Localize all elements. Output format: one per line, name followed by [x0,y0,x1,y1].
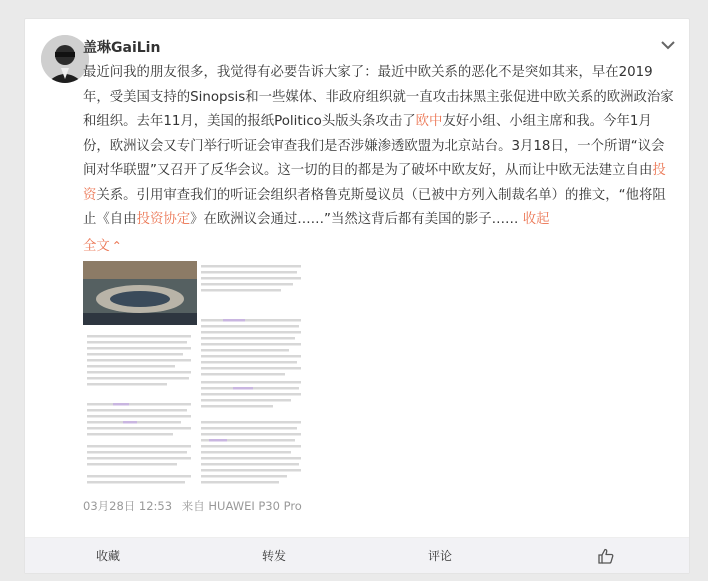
avatar-image [41,35,89,83]
weibo-post-card [24,18,690,574]
thumbs-up-icon [598,548,614,564]
post-text [83,61,677,233]
expand-full-text-link[interactable] [83,234,122,259]
chevron-up-icon: ⌃ [111,239,122,253]
repost-button[interactable] [191,538,357,573]
chevron-down-icon [659,38,677,52]
keyword-link[interactable]: 投资 [83,163,666,203]
comment-button[interactable] [357,538,523,573]
post-image-collage[interactable] [83,261,305,489]
post-text-run: 最近问我的朋友很多，我觉得有必要告诉大家了：最近中欧关系的恶化不是突如其来，早在2019年，受美国支持的Sinopsis和一些媒体、非政府组织就一直攻击抹黑主张促进中欧关系的欧洲政治家和组织。去年11月，美国的报纸Politico头版头条攻击了 [83,65,674,129]
post-text-run: 》在欧洲议会通过……”当然这背后都有美国的影子…… [190,212,519,227]
favorite-label: 收藏 [95,549,120,563]
post-time[interactable]: 03月28日 12:53 [83,499,173,513]
keyword-link[interactable]: 投资协定 [136,212,191,227]
keyword-link[interactable]: 欧中 [415,114,443,129]
avatar[interactable] [41,35,89,83]
post-source: 来自 HUAWEI P30 Pro [181,499,302,513]
post-meta [83,498,308,514]
comment-label: 评论 [427,549,452,563]
author-name[interactable]: 盖琳GaiLin [83,40,161,56]
post-images[interactable] [83,261,305,489]
post-text-run: 友好小组、小组主席和我。今年1月份，欧洲议会又专门举行听证会审查我们是否涉嫌渗透欧盟为北京站台。3月18日，一个所谓“议会间对华联盟”又召开了反华会议。这一切的目的都是为了破坏中欧友好，从而让中欧无法建立自由 [83,114,665,178]
like-button[interactable] [523,538,689,573]
expand-label: 全文 [83,239,110,254]
post-menu-button[interactable] [659,37,677,51]
collapse-link[interactable]: 收起 [518,212,550,227]
post-text-run: 关系。引用审查我们的听证会组织者格鲁克斯曼议员（已被中方列入制裁名单）的推文，“他将阻止《自由 [83,187,666,227]
favorite-button[interactable] [25,538,191,573]
repost-label: 转发 [261,549,286,563]
action-bar [25,537,689,573]
